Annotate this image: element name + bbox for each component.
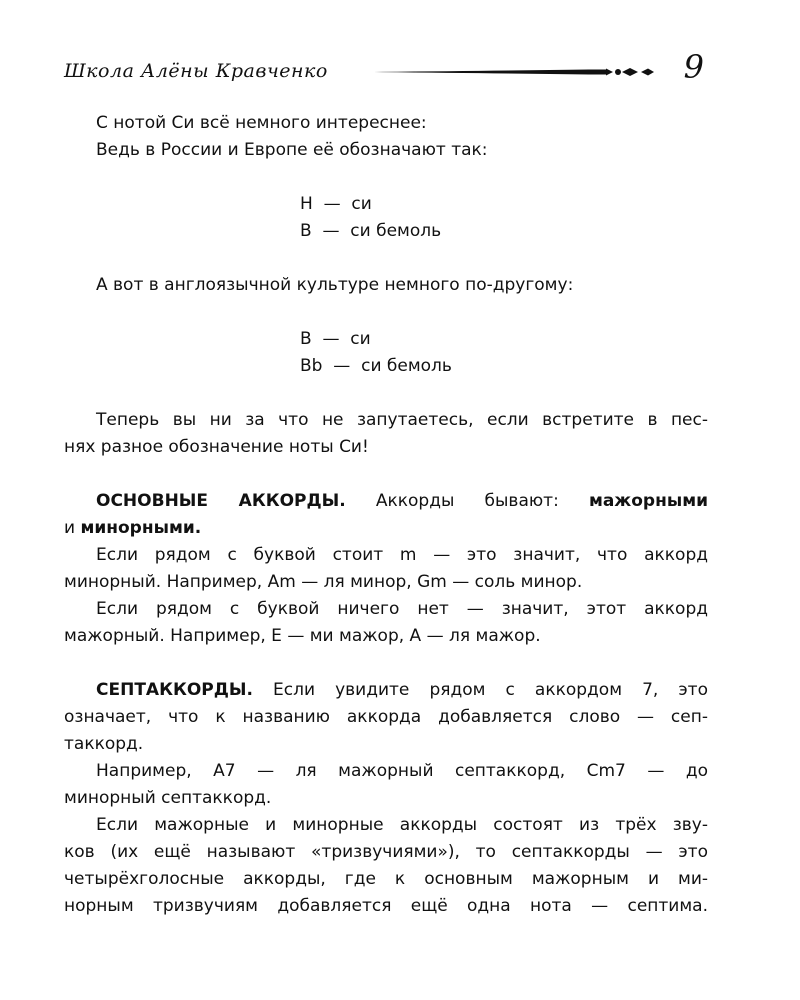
conclusion-line-1: Теперь вы ни за что не запутаетесь, если встретите в пес- (96, 410, 708, 430)
basic-chords-section (64, 488, 708, 650)
seventh-example-2: минорный септаккорд. (64, 788, 272, 808)
section-heading: СЕПТАККОРДЫ. (96, 680, 253, 700)
section-heading: ОСНОВНЫЕ АККОРДЫ. (96, 491, 346, 511)
seventh-lead: СЕПТАККОРДЫ. Если увидите рядом с аккордом 7, это (96, 680, 708, 700)
running-title: Школа Алёны Кравченко (64, 60, 328, 82)
conclusion-paragraph (64, 407, 708, 461)
intro-line-2: Ведь в России и Европе её обозначают так: (96, 140, 488, 160)
notation-row: B — си (300, 329, 371, 349)
seventh-example-1: Например, A7 — ля мажорный септаккорд, Cm7 — до (96, 761, 708, 781)
seventh-chords-section (64, 677, 708, 920)
seventh-desc-3: четырёхголосные аккорды, где к основным мажорным и ми- (64, 869, 708, 889)
page-content (64, 110, 708, 920)
seventh-desc-1: Если мажорные и минорные аккорды состоят из трёх зву- (96, 815, 708, 835)
notation-row: Bb — си бемоль (300, 356, 452, 376)
english-notation (64, 326, 708, 380)
seventh-line-3: таккорд. (64, 734, 144, 754)
minor-line-2: минорный. Например, Am — ля минор, Gm — соль минор. (64, 572, 583, 592)
page-number: 9 (683, 48, 704, 86)
seventh-desc-2: ков (их ещё называют «тризвучиями»), то септаккорды — это (64, 842, 708, 862)
basic-chords-lead: ОСНОВНЫЕ АККОРДЫ. Аккорды бывают: мажорными (96, 491, 708, 511)
minor-line-1: Если рядом с буквой стоит m — это значит, что аккорд (96, 545, 708, 565)
intro-paragraph (64, 110, 708, 164)
conclusion-line-2: нях разное обозначение ноты Си! (64, 437, 369, 457)
major-line-1: Если рядом с буквой ничего нет — значит, этот аккорд (96, 599, 708, 619)
page-header (64, 48, 744, 98)
seventh-line-2: означает, что к названию аккорда добавляется слово — сеп- (64, 707, 708, 727)
russia-europe-notation (64, 191, 708, 245)
notation-row: B — си бемоль (300, 221, 442, 241)
major-line-2: мажорный. Например, E — ми мажор, A — ля мажор. (64, 626, 541, 646)
basic-chords-lead-cont: и минорными. (64, 518, 202, 538)
decorative-rule (374, 62, 654, 82)
notation-row: H — си (300, 194, 372, 214)
intro-line-1: С нотой Си всё немного интереснее: (96, 113, 427, 133)
seventh-desc-4: норным тризвучиям добавляется ещё одна нота — септима. (64, 896, 708, 916)
english-intro: А вот в англоязычной культуре немного по-другому: (96, 275, 574, 295)
